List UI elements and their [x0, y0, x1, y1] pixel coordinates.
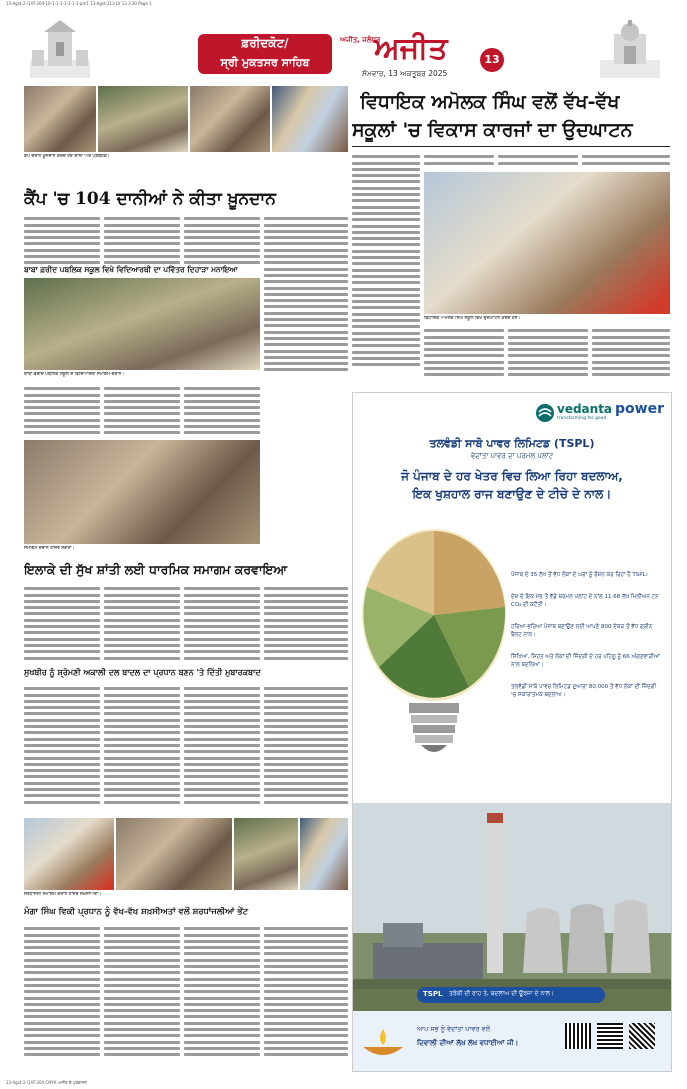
qr-code-1[interactable]: [565, 1023, 591, 1049]
top-left-caption: ਕੈਂਪ ਦੌਰਾਨ ਖ਼ੂਨਦਾਨ ਕਰਦੇ ਹੋਏ ਦਾਨੀ ਅਤੇ ਪ੍ਰਬੰਧਕ।: [24, 154, 110, 159]
sukhbir-text-col-3: [184, 684, 260, 812]
religious-caption: ਸਮਾਗਮ ਦੌਰਾਨ ਹਾਜ਼ਰ ਸੰਗਤਾਂ।: [24, 546, 75, 551]
fort-icon: [600, 20, 660, 78]
religious-text-col-4: [264, 584, 348, 664]
tribute-text-col-4: [264, 924, 348, 1062]
sukhbir-text-col-4: [264, 684, 348, 812]
blood-camp-text-col-2: [104, 214, 180, 266]
vidhayak-text-col-5: [424, 326, 504, 382]
religious-headline: ਇਲਾਕੇ ਦੀ ਸੁੱਖ ਸ਼ਾਂਤੀ ਲਈ ਧਾਰਮਿਕ ਸਮਾਗਮ ਕਰਵਾਇਆ: [24, 562, 288, 577]
vidhayak-headline-line2: ਸਕੂਲਾਂ 'ਚ ਵਿਕਾਸ ਕਾਰਜਾਂ ਦਾ ਉਦਘਾਟਨ: [352, 119, 633, 141]
sukhbir-text-col-1: [24, 684, 100, 812]
tagline: ਅਜੀਤ, ਜਲੰਧਰ: [340, 36, 381, 44]
vedanta-advertisement[interactable]: [352, 392, 672, 1072]
inauguration-photo: [424, 172, 670, 314]
blood-camp-text-col-1: [24, 214, 100, 266]
print-crop-info-top: 13-Agst-2-i1AT-304-10-1-1-1-1-2-1-1-pm1 13-Agst-213 LV 13 3.30 Page 1: [6, 1, 152, 6]
tribute-photo-3: [234, 818, 298, 890]
school-headline: ਬਾਬਾ ਫ਼ਰੀਦ ਪਬਲਿਕ ਸਕੂਲ ਵਿਖੇ ਵਿਦਿਆਰਥੀ ਦਾ ਪਵਿੱਤਰ ਦਿਹਾੜਾ ਮਨਾਇਆ: [24, 265, 238, 274]
tribute-text-col-1: [24, 924, 100, 1062]
advert-slogan-line2: ਇਕ ਖੁਸ਼ਹਾਲ ਰਾਜ ਬਣਾਉਣ ਦੇ ਟੀਚੇ ਦੇ ਨਾਲ।: [412, 487, 612, 501]
sukhbir-headline: ਸੁਖਬੀਰ ਨੂੰ ਸ਼੍ਰੋਮਣੀ ਅਕਾਲੀ ਦਲ ਬਾਦਲ ਦਾ ਪ੍ਰਧਾਨ ਬਣਨ 'ਤੇ ਦਿੱਤੀ ਮੁਬਾਰਕਬਾਦ: [24, 667, 261, 677]
tspl-footer-text: ਤਰੱਕੀ ਦੀ ਰਾਹ ਤੇ, ਬਦਲਾਅ ਦੀ ਊਰਜਾ ਦੇ ਨਾਲ।: [449, 990, 555, 997]
blood-camp-text-col-4: [264, 214, 348, 384]
advert-point-3: ਹਰਿਆ-ਭਰਿਆ ਪੰਜਾਬ ਬਣਾਉਣ ਲਈ ਆਪਣੇ 800 ਏਕੜ ਤੋਂ ਵੱਧ ਗ੍ਰੀਨ ਬੈਲਟ ਨਾਲ।: [511, 624, 653, 638]
religious-text-col-3: [184, 584, 260, 664]
tspl-company-name: ਤਲਵੰਡੀ ਸਾਬੋ ਪਾਵਰ ਲਿਮਿਟਡ (TSPL): [429, 437, 595, 450]
vedanta-brand: vedanta: [557, 402, 613, 416]
advert-bottom-text-1: ਆਪ ਸਭ ਨੂੰ ਵੇਦਾਂਤਾ ਪਾਵਰ ਵਲੋਂ: [417, 1025, 490, 1033]
blood-camp-photo-1: [24, 86, 96, 152]
vidhayak-text-col-7: [592, 326, 670, 382]
vidhayak-text-col-4: [582, 152, 670, 170]
paper-name-logo: ਅਜੀਤ: [374, 31, 448, 66]
blood-camp-text-col-3: [184, 214, 260, 266]
print-crop-info-bottom: 13-Agst-2-i1AT-304 CMYK ਅਜੀਤ ਦੇ ਪ੍ਰਕਾਸ਼ਨ: [6, 1080, 87, 1085]
school-caption: ਬਾਬਾ ਫ਼ਰੀਦ ਪਬਲਿਕ ਸਕੂਲ ਦੇ ਵਿਦਿਆਰਥੀ ਸਮਾਗਮ ਦੌਰਾਨ।: [24, 372, 125, 377]
page-number: 13: [484, 53, 500, 66]
vidhayak-text-col-6: [508, 326, 588, 382]
lightbulb-illustration: [359, 527, 509, 797]
advert-point-1: ਪੰਜਾਬ ਦੇ 35 ਲੱਖ ਤੋਂ ਵੱਧ ਲੋਕਾਂ ਦੇ ਘਰਾਂ ਨੂੰ ਰੌਸ਼ਨ ਕਰ ਰਿਹਾ ਹੈ TSPL।: [511, 572, 648, 578]
school-text-col-2: [104, 384, 180, 436]
headline-rule: [352, 146, 670, 147]
edition-date: ਸੋਮਵਾਰ, 13 ਅਕਤੂਬਰ 2025: [362, 69, 448, 78]
vidhayak-text-col-2: [424, 152, 494, 170]
advert-point-2: ਦੇਸ਼ ਦੇ ਇਕ ਸਭ ਤੋਂ ਵੱਡੇ ਥਰਮਲ ਪਲਾਂਟ ਦੇ ਨਾਲ 11.68 ਲੱਖ ਮਿਲੀਅਨ ਟਨ CO₂ ਦੀ ਕਟੌਤੀ।: [511, 594, 659, 608]
region-label-box: [198, 34, 332, 74]
religious-text-col-1: [24, 584, 100, 664]
blood-camp-photo-2: [98, 86, 188, 152]
tribute-text-col-2: [104, 924, 180, 1062]
religious-event-photo: [24, 440, 260, 544]
school-group-photo: [24, 278, 260, 370]
religious-text-col-2: [104, 584, 180, 664]
school-text-col-1: [24, 384, 100, 436]
tribute-headline: ਮੰਗਾ ਸਿੰਘ ਵਿਕੀ ਪ੍ਰਧਾਨ ਨੂੰ ਵੱਖ-ਵੱਖ ਸ਼ਖ਼ਸੀਅਤਾਂ ਵਲੋਂ ਸ਼ਰਧਾਂਜਲੀਆਂ ਭੇਂਟ: [24, 907, 249, 917]
tspl-company-sub: ਵੇਦਾਂਤਾ ਪਾਵਰ ਦਾ ਪਰਮਲ ਪਲਾਂਟ: [470, 452, 554, 460]
region-line-1: ਫ਼ਰੀਦਕੋਟ/: [241, 36, 289, 50]
advert-bottom-strip: [353, 1011, 671, 1071]
tribute-photo-2: [116, 818, 232, 890]
bottom-photo-caption: ਸ਼ਰਧਾਂਜਲੀ ਸਮਾਗਮ ਦੌਰਾਨ ਹਾਜ਼ਰ ਸ਼ਖ਼ਸੀਅਤਾਂ।: [24, 892, 102, 897]
vidhayak-headline-line1: ਵਿਧਾਇਕ ਅਮੋਲਕ ਸਿੰਘ ਵਲੋਂ ਵੱਖ-ਵੱਖ: [360, 91, 620, 113]
region-line-2: ਸ੍ਰੀ ਮੁਕਤਸਰ ਸਾਹਿਬ: [220, 56, 310, 69]
advert-point-4: ਸਿੱਖਿਆ, ਸਿਹਤ ਅਤੇ ਲੋਕਾਂ ਦੀ ਜ਼ਿੰਦਗੀ ਦੇ ਹਰ ਪਹਿਲੂ ਨੂੰ 66 ਅੰਗਣਵਾੜੀਆਂ ਨਾਲ ਬਦਲਿਆ।: [511, 654, 660, 668]
diya-lamp-icon: [359, 1017, 407, 1065]
school-text-col-3: [184, 384, 260, 436]
tspl-footer-badge: [417, 987, 605, 1003]
right-photo-caption: ਵਿਧਾਇਕ ਅਮੋਲਕ ਸਿੰਘ ਸਕੂਲ ਵਿਖੇ ਉਦਘਾਟਨ ਕਰਦੇ ਹੋਏ।: [424, 316, 521, 321]
qr-code-2[interactable]: [597, 1023, 623, 1049]
advert-bottom-text-2: ਦਿਵਾਲੀ ਦੀਆਂ ਲੱਖ ਲੱਖ ਵਧਾਈਆਂ ਜੀ।: [417, 1039, 519, 1047]
page-number-badge: [480, 48, 504, 72]
power-plant-image: [353, 803, 671, 1011]
blood-camp-photo-4: [272, 86, 348, 152]
vedanta-brand-tagline: transforming for good: [557, 416, 607, 421]
tribute-text-col-3: [184, 924, 260, 1062]
tribute-photo-4: [300, 818, 348, 890]
qr-code-3[interactable]: [629, 1023, 655, 1049]
power-brand: power: [615, 401, 664, 417]
advert-slogan-line1: ਜੋ ਪੰਜਾਬ ਦੇ ਹਰ ਖੇਤਰ ਵਿਚ ਲਿਆ ਰਿਹਾ ਬਦਲਾਅ,: [401, 469, 623, 483]
monument-icon: [30, 20, 90, 78]
vedanta-logo-icon: [535, 403, 555, 423]
tspl-footer-label: TSPL: [423, 990, 443, 998]
blood-camp-photo-3: [190, 86, 270, 152]
sukhbir-text-col-2: [104, 684, 180, 812]
vidhayak-text-col-1: [352, 152, 420, 380]
masthead: [0, 14, 687, 82]
advert-point-5: ਤਲਵੰਡੀ ਸਾਬੋ ਪਾਵਰ ਲਿਮਿਟਡ ਦੁਆਰਾ 80,000 ਤੋਂ ਵੱਧ ਲੋਕਾਂ ਦੀ ਜ਼ਿੰਦਗੀ 'ਚ ਸਕਾਰਾਤਮਕ ਬਦਲਾਅ।: [511, 684, 657, 698]
blood-camp-headline: ਕੈਂਪ 'ਚ 104 ਦਾਨੀਆਂ ਨੇ ਕੀਤਾ ਖ਼ੂਨਦਾਨ: [24, 189, 276, 209]
vidhayak-text-col-3: [498, 152, 578, 170]
tribute-photo-1: [24, 818, 114, 890]
